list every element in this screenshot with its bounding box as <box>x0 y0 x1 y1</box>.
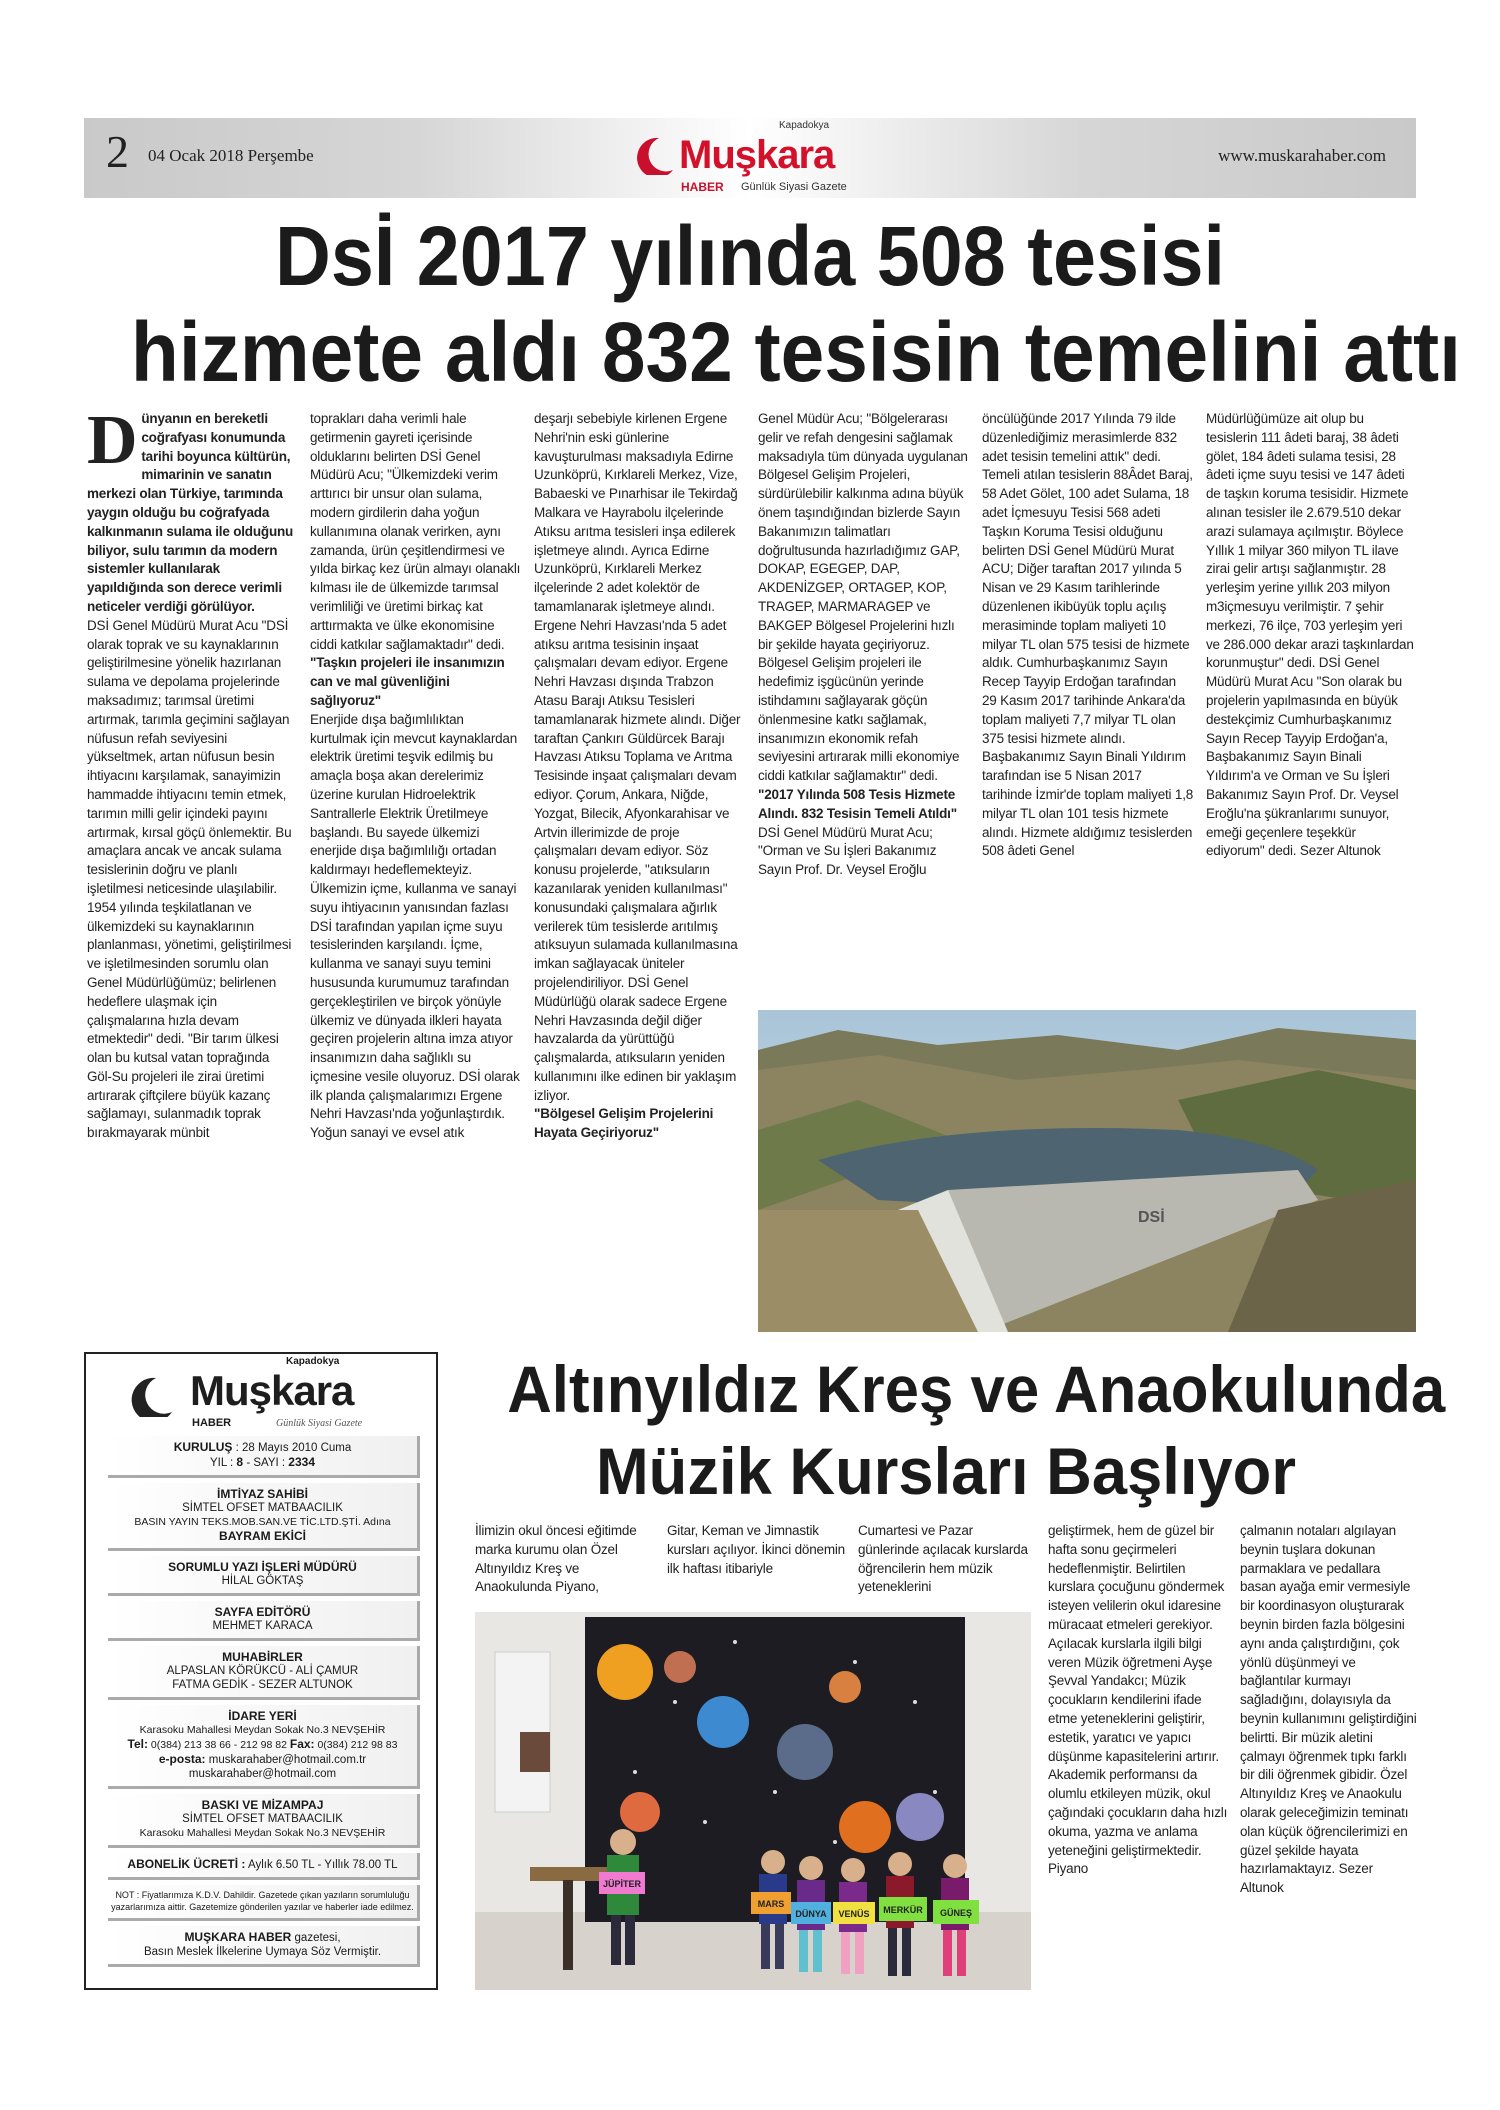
masthead-reporters: MUHABİRLER ALPASLAN KÖRÜKCÜ - ALİ ÇAMUR FATMA GEDİK - SEZER ALTUNOK <box>108 1646 420 1700</box>
masthead-founding: KURULUŞ : 28 Mayıs 2010 Cuma YIL : 8 - SAYI : 2334 <box>108 1436 420 1478</box>
masthead-print: BASKI VE MİZAMPAJ SİMTEL OFSET MATBAACILIK Karasoku Mahallesi Meydan Sokak No.3 NEVŞEHİR <box>108 1794 420 1848</box>
masthead-office: İDARE YERİ Karasoku Mahallesi Meydan Sokak No.3 NEVŞEHİR Tel: 0(384) 213 38 66 - 212 98 82 Fax: 0(384) 212 98 83 e-posta: muskarahaber@hotmail.com.tr muskarahaber@hotmail.com <box>108 1705 420 1789</box>
logo-crescent-icon <box>116 1372 176 1417</box>
article-headline-line1: Dsİ 2017 yılında 508 tesisi <box>274 209 1225 303</box>
dam-label: DSİ <box>1138 1209 1165 1226</box>
article2-column-1: İlimizin okul öncesi eğitimde marka kurumu olan Özel Altınyıldız Kreş ve Anaokulunda Piyano, <box>475 1523 637 1595</box>
drop-cap: D <box>87 402 138 479</box>
sign-jupiter: JÜPİTER <box>602 1879 642 1889</box>
page-header <box>84 118 1416 198</box>
article2-headline-line1: Altınyıldız Kreş ve Anaokulunda <box>507 1352 1446 1426</box>
article-column-1: D ünyanın en bereketli coğrafyası konumunda tarihi boyunca kültürün, mimarinin ve sanatın merkezi olan Türkiye, tarımında yaygın olduğu bu coğrafyada kalkınmanın sulama ile olduğunu biliyor, sulu tarımın da modern sistemler kullanılarak yapıldığında son derece verimli neticeler verdiği görülüyor. DSİ Genel Müdürü Murat Acu "DSİ olarak toprak ve su kaynaklarının geliştirilmesine yönelik hazırlanan sulama ve depolama projelerinde maksadımız; tarımsal üretimi artırmak, tarımla geçimini sağlayan nüfusun refah seviyesini yükseltmek, artan nüfusun besin ihtiyacını karşılamak, sanayimizin hammadde ihtiyacını temin etmek, tarımın milli gelir içindeki payını artırmak, kırsal göçü önlemektir. Bu amaçlara ancak ve ancak sulama tesislerinin doğru ve planlı işletilmesi neticesinde ulaşılabilir. 1954 yılında teşkilatlanan ve ülkemizdeki su kaynaklarının planlanması, yönetimi, geliştirilmesi ve işletilmesinden sorumlu olan Genel Müdürlüğümüz; belirlenen hedeflere ulaşmak için çalışmalarına hızla devam etmektedir" dedi. "Bir tarım ülkesi olan bu kutsal vatan toprağında Göl-Su projeleri ile zirai üretimi artırarak çiftçilere büyük kazanç sağlamayı, sulanmadık toprak bırakmayarak münbit <box>87 410 297 1143</box>
sign-venus: VENÜS <box>838 1909 870 1919</box>
masthead-editor-in-chief: SORUMLU YAZI İŞLERİ MÜDÜRÜ HİLAL GÖKTAŞ <box>108 1556 420 1596</box>
article2-column-4: geliştirmek, hem de güzel bir hafta sonu geçirmeleri hedeflenmiştir. Belirtilen kurslara çocuğunu göndermek isteyen velilerin okul idaresine müracaat etmeleri gerekiyor. Açılacak kurslarla ilgili bilgi veren Müzik öğretmeni Ayşe Şevval Yandakcı; Müzik çocukların kendilerini ifade etme yeteneklerini geliştirir, estetik, yaratıcı ve yapıcı düşünme kapasitelerini artırır. Akademik performansı da olumlu etkileyen müzik, okul çağındaki çocukların daha hızlı okuma, yazma ve anlama yeteneğini geliştirmektedir. Piyano <box>1048 1523 1228 1877</box>
page-number: 2 <box>106 126 129 177</box>
article2-column-3: Cumartesi ve Pazar günlerinde açılacak kurslarda öğrencilerin hem müzik yeteneklerini <box>858 1523 1028 1595</box>
masthead-logo: Kapadokya Muşkara HABER Günlük Siyasi Gazete <box>86 1354 436 1436</box>
article2-column-2: Gitar, Keman ve Jimnastik kursları açılıyor. İkinci dönemin ilk haftası itibariyle <box>667 1523 845 1576</box>
article2-column-5: çalmanın notaları algılayan beynin tuşlara dokunan parmaklara ve pedallara basan ayağa emir vermesiyle bir koordinasyon oluşturarak beynin birden fazla bölgesini aynı anda çalıştırdığını, çok yönlü düşünmeyi ve bağlantılar kurmayı sağladığını, dolayısıyla da beynin kullanımını geliştirdiğini belirtti. Bir müzik aletini çalmayı öğrenmek tıpkı farklı bir dili öğrenmek gibidir. Özel Altınyıldız Kreş ve Anaokulu olarak geleceğimizin teminatı olan küçük öğrencilerimizi en güzel şekilde hayata hazırlamaktayız. Sezer Altunok <box>1240 1523 1417 1896</box>
article-column-2: toprakları daha verimli hale getirmenin gayreti içerisinde olduklarını belirten DSİ Genel Müdürü Acu; "Ülkemizdeki verim arttırıcı bir unsur olan sulama, modern girdilerin daha yoğun kullanımına olanak verirken, aynı zamanda, ürün çeşitlendirmesi ve yılda birkaç kez ürün almayı olanaklı kılması ile de ülkemizde tarımsal verimliliği ve üretimi birkaç kat arttırmakta ve ülke ekonomisine ciddi katkılar sağlamaktadır" dedi. "Taşkın projeleri ile insanımızın can ve mal güvenliğini sağlıyoruz" Enerjide dışa bağımlılıktan kurtulmak için mevcut kaynaklardan elektrik üretimi teşvik edilmiş bu amaçla boşa akan derelerimiz üzerine kurulan Hidroelektrik Santrallerle Elektrik Üretilmeye başlandı. Bu sayede ülkemizi enerjide dışa bağımlılığı ortadan kaldırmayı hedeflemekteyiz. Ülkemizin içme, kullanma ve sanayi suyu ihtiyacının yanısından fazlası DSİ tarafından yapılan içme suyu tesislerinden karşılandı. İçme, kullanma ve sanayi suyu temini hususunda kurumumuz tarafından gerçekleştirilen ve birçok yönüyle ülkemiz ve dünyada ilkleri hayata geçiren projelerin altına imza atıyor insanımızın daha sağlıklı su içmesine vesile oluyoruz. DSİ olarak ilk planda çalışmalarımızı Ergene Nehri Havzası'nda yoğunlaştırdık. Yoğun sanayi ve evsel atık <box>310 411 521 1141</box>
masthead-owner: İMTİYAZ SAHİBİ SİMTEL OFSET MATBAACILIK BASIN YAYIN TEKS.MOB.SAN.VE TİC.LTD.ŞTİ. Adına BAYRAM EKİCİ <box>108 1483 420 1551</box>
sign-merkur: MERKÜR <box>883 1905 923 1915</box>
article-column-4: Genel Müdür Acu; "Bölgelerarası gelir ve refah dengesini sağlamak maksadıyla tüm dünyada uygulanan Bölgesel Gelişim Projeleri, sürdürülebilir kalkınma adına büyük önem taşındığından bizlerde Sayın Bakanımızın talimatları doğrultusunda hazırladığımız GAP, DOKAP, EGEGEP, DAP, AKDENİZGEP, ORTAGEP, KOP, TRAGEP, MARMARAGEP ve BAKGEP Bölgesel Projelerini hızlı bir şekilde hayata geçiriyoruz. Bölgesel Gelişim projeleri ile hedefimiz işgücünün yerinde istihdamını sağlayarak göçün önlenmesine katkı sağlamak, insanımızın ekonomik refah seviyesini artırarak milli ekonomiye ciddi katkılar sağlamaktır" dedi. "2017 Yılında 508 Tesis Hizmete Alındı. 832 Tesisin Temeli Atıldı" DSİ Genel Müdürü Murat Acu; "Orman ve Su İşleri Bakanımız Sayın Prof. Dr. Veysel Eroğlu <box>758 410 970 880</box>
article-headline-line2: hizmete aldı 832 tesisin temelini attı <box>130 305 1461 399</box>
article-column-3: deşarjı sebebiyle kirlenen Ergene Nehri'nin eski günlerine kavuşturulması maksadıyla Edirne Uzunköprü, Kırklareli Merkez, Vize, Babaeski ve Pınarhisar ile Tekirdağ Malkara ve Hayrabolu ilçelerinde Atıksu arıtma tesisleri inşa edilerek işletmeye alındı. Ayrıca Edirne Uzunköprü, Kırklareli Merkez ilçelerinde 2 adet kolektör de tamamlanarak işletmeye alındı. Ergene Nehri Havzası'nda 5 adet atıksu arıtma tesisinin inşaat çalışmaları devam ediyor. Ergene Nehri Havzası dışında Trabzon Atasu Barajı Atıksu Tesisleri tamamlanarak hizmete alındı. Diğer taraftan Çankırı Güldürcek Barajı Havzası Atıksu Toplama ve Arıtma Tesisinde inşaat çalışmaları devam ediyor. Çorum, Ankara, Niğde, Yozgat, Bilecik, Afyonkarahisar ve Artvin illerimizde de proje çalışmaları devam ediyor. Söz konusu projelerde, "atıksuların kazanılarak yeniden kullanılması" konusundaki çalışmalara ağırlık verilerek tüm tesislerde arıtılmış atıksuyun sulamada kullanılmasına imkan sağlayacak üniteler projelendiriliyor. DSİ Genel Müdürlüğü olarak sadece Ergene Nehri Havzasında değil diğer havzalarda da yürüttüğü çalışmalarda, atıksuların yeniden kullanımını ilke edinen bir yaklaşım izliyor. "Bölgesel Gelişim Projelerini Hayata Geçiriyoruz" <box>534 410 746 1143</box>
email-link[interactable]: muskarahaber@hotmail.com.tr <box>208 1754 367 1766</box>
article2-headline-line2: Müzik Kursları Başlıyor <box>595 1434 1296 1508</box>
dam-photo <box>758 1010 1416 1332</box>
sign-dunya: DÜNYA <box>795 1909 827 1919</box>
subheading: "2017 Yılında 508 Tesis Hizmete Alındı. 832 Tesisin Temeli Atıldı" <box>758 786 957 821</box>
subheading: "Bölgesel Gelişim Projelerini Hayata Geçiriyoruz" <box>534 1106 714 1141</box>
article-column-6: Müdürlüğümüze ait olup bu tesislerin 111 âdeti baraj, 38 âdeti gölet, 184 âdeti sulama tesisi, 28 âdeti içme suyu tesisi ve 147 âdeti de taşkın koruma tesisidir. Hizmete alınan tesisler ile 2.679.510 dekar arazi sulamaya açılmıştır. Böylece Yıllık 1 milyar 360 milyon TL ilave zirai gelir artışı sağlanmıştır. 28 yerleşim yerine yıllık 203 milyon m3içmesuyu verilmiştir. 7 şehir merkezi, 76 ilçe, 703 yerleşim yeri ve 286.000 dekar arazi taşkınlardan korunmuştur" dedi. DSİ Genel Müdürü Murat Acu "Son olarak bu projelerin yapılmasında en büyük destekçimiz Cumhurbaşkanımız Sayın Recep Tayyip Erdoğan'a, Başbakanımız Sayın Binali Yıldırım'a ve Orman ve Su İşleri Bakanımız Sayın Prof. Dr. Veysel Eroğlu'na şükranlarımı sunuyor, emeği geçenlere teşekkür ediyorum" dedi. Sezer Altunok <box>1206 411 1414 859</box>
kindergarten-photo <box>475 1612 1031 1990</box>
masthead-subscription: ABONELİK ÜCRETİ : Aylık 6.50 TL - Yıllık 78.00 TL <box>108 1853 420 1880</box>
article-column-5: öncülüğünde 2017 Yılında 79 ilde düzenlediğimiz merasimlerde 832 adet tesisin temelini attık" dedi. Temeli atılan tesislerin 88Âdet Baraj, 58 Adet Gölet, 100 adet Sulama, 18 adet İçmesuyu Tesisi 568 adeti Taşkın Koruma Tesisi olduğunu belirten DSİ Genel Müdürü Murat ACU; Diğer taraftan 2017 yılında 5 Nisan ve 29 Kasım tarihlerinde düzenlenen ikibüyük toplu açılış merasiminde toplam maliyeti 10 milyar TL olan 575 tesisi de hizmete aldık. Cumhurbaşkanımız Sayın Recep Tayyip Erdoğan tarafından 29 Kasım 2017 tarihinde Ankara'da toplam maliyeti 7,7 milyar TL olan 375 tesisi hizmete alındı. Başbakanımız Sayın Binali Yıldırım tarafından ise 5 Nisan 2017 tarihinde İzmir'de toplam maliyeti 1,8 milyar TL olan 101 tesis hizmete alındı. Hizmete aldığımız tesislerden 508 âdeti Genel <box>982 411 1194 859</box>
sign-mars: MARS <box>757 1899 785 1909</box>
article-lead: ünyanın en bereketli coğrafyası konumunda tarihi boyunca kültürün, mimarinin ve sanatın merkezi olan Türkiye, tarımında yaygın olduğu bu coğrafyada kalkınmanın sulama ile olduğunu biliyor, sulu tarımın da modern sistemler kullanılarak yapıldığında son derece verimli neticeler verdiği görülüyor. <box>87 411 294 614</box>
masthead-note: NOT : Fiyatlarımıza K.D.V. Dahildir. Gazetede çıkan yazıların sorumluluğu yazarlarımıza aittir. Gazetemize gönderilen yazılar ve haberler iade edilmez. <box>108 1885 420 1921</box>
masthead-box <box>84 1352 438 1990</box>
logo-crescent-icon <box>629 130 679 175</box>
masthead-page-editor: SAYFA EDİTÖRÜ MEHMET KARACA <box>108 1601 420 1641</box>
masthead-footer: MUŞKARA HABER gazetesi, Basın Meslek İlkelerine Uymaya Söz Vermiştir. <box>108 1926 420 1967</box>
issue-date: 04 Ocak 2018 Perşembe <box>148 146 314 165</box>
newspaper-logo: Kapadokya Muşkara HABER Günlük Siyasi Gazete <box>629 120 879 196</box>
subheading: "Taşkın projeleri ile insanımızın can ve mal güvenliğini sağlıyoruz" <box>310 655 505 708</box>
sign-gunes: GÜNEŞ <box>939 1908 973 1918</box>
website-link[interactable]: www.muskarahaber.com <box>1218 146 1386 165</box>
email-link[interactable]: muskarahaber@hotmail.com <box>188 1768 337 1780</box>
